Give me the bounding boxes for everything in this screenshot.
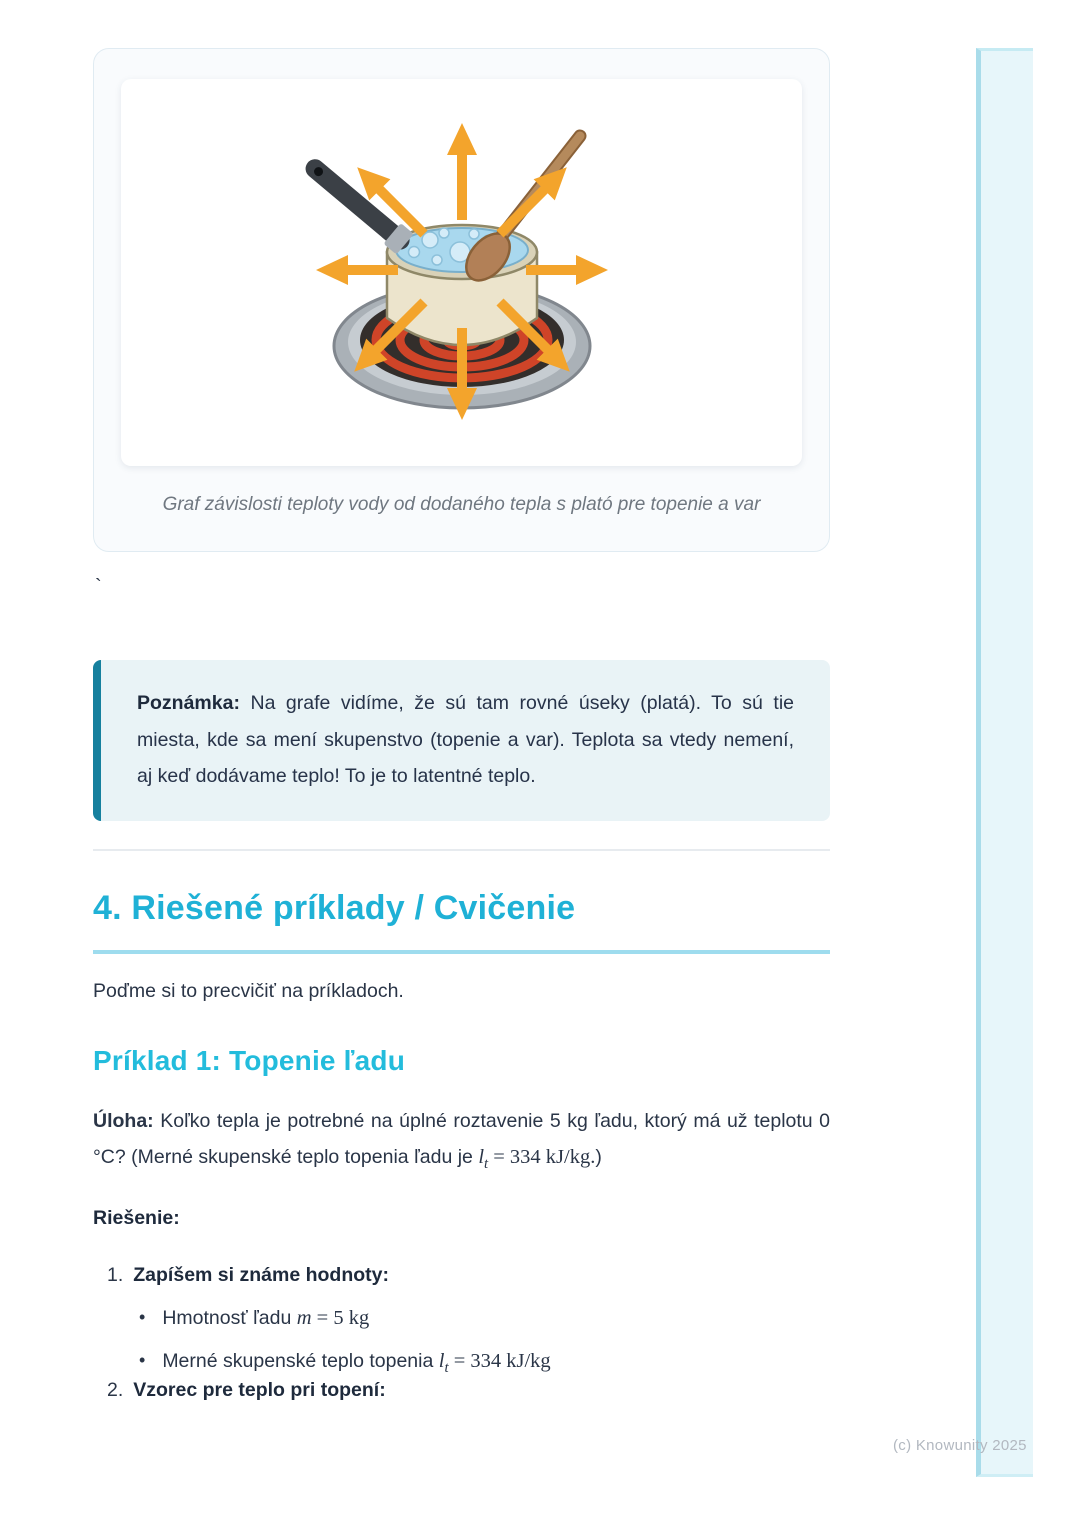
latent-heat-value-inline: $l_t = 334$ kJ/kg bbox=[438, 1350, 551, 1377]
bullet-icon: • bbox=[139, 1307, 146, 1328]
next-page-edge-decoration bbox=[976, 48, 1033, 1477]
solution-label: Riešenie: bbox=[93, 1207, 180, 1230]
page-content bbox=[93, 48, 830, 1402]
section-intro: Poďme si to precvičiť na príkladoch. bbox=[93, 979, 404, 1002]
example-heading: Príklad 1: Topenie ľadu bbox=[93, 1044, 406, 1076]
section-divider bbox=[93, 849, 830, 851]
boiling-pot-illustration bbox=[282, 94, 642, 452]
figure-caption: Graf závislosti teploty vody od dodaného tepla s plató pre topenie a var bbox=[162, 494, 761, 515]
note-callout bbox=[93, 660, 830, 821]
list-item: • Hmotnosť ľadu m = 5 kg bbox=[139, 1307, 370, 1330]
figure-card bbox=[93, 48, 830, 552]
section-heading: 4. Riešené príklady / Cvičenie bbox=[93, 887, 830, 954]
solution-steps bbox=[107, 1264, 830, 1402]
latent-heat-formula-inline: $l_t = 334$ kJ/kg. bbox=[478, 1145, 596, 1172]
step-item: 1. Zapíšem si známe hodnoty: bbox=[107, 1264, 389, 1287]
mass-value-inline: m = 5 kg bbox=[296, 1307, 370, 1330]
figure-image-frame bbox=[121, 79, 802, 466]
pot-icon bbox=[387, 225, 537, 345]
task-label: Úloha: bbox=[93, 1109, 154, 1132]
known-values-list bbox=[139, 1307, 830, 1377]
copyright-watermark: (c) Knowunity 2025 bbox=[893, 1437, 1027, 1454]
list-item: • Merné skupenské teplo topenia $l_t = 334$ kJ/kg bbox=[139, 1350, 551, 1377]
note-text: Na grafe vidíme, že sú tam rovné úseky (platá). To sú tie miesta, kde sa mení skupenstvo (topenie a var). Teplota sa vtedy nemení, aj keď dodávame teplo! To je to latentné teplo. bbox=[137, 692, 795, 787]
step-item: 2. Vzorec pre teplo pri topení: bbox=[107, 1379, 386, 1402]
stray-backtick: ` bbox=[95, 576, 102, 599]
bullet-icon: • bbox=[139, 1350, 146, 1371]
note-label: Poznámka: bbox=[137, 692, 240, 715]
task-paragraph: Úloha: Koľko tepla je potrebné na úplné roztavenie 5 kg ľadu, ktorý má už teplotu 0 °C? (Merné skupenské teplo topenia ľadu je $l_t = 334$ kJ/kg.) bbox=[93, 1109, 831, 1172]
